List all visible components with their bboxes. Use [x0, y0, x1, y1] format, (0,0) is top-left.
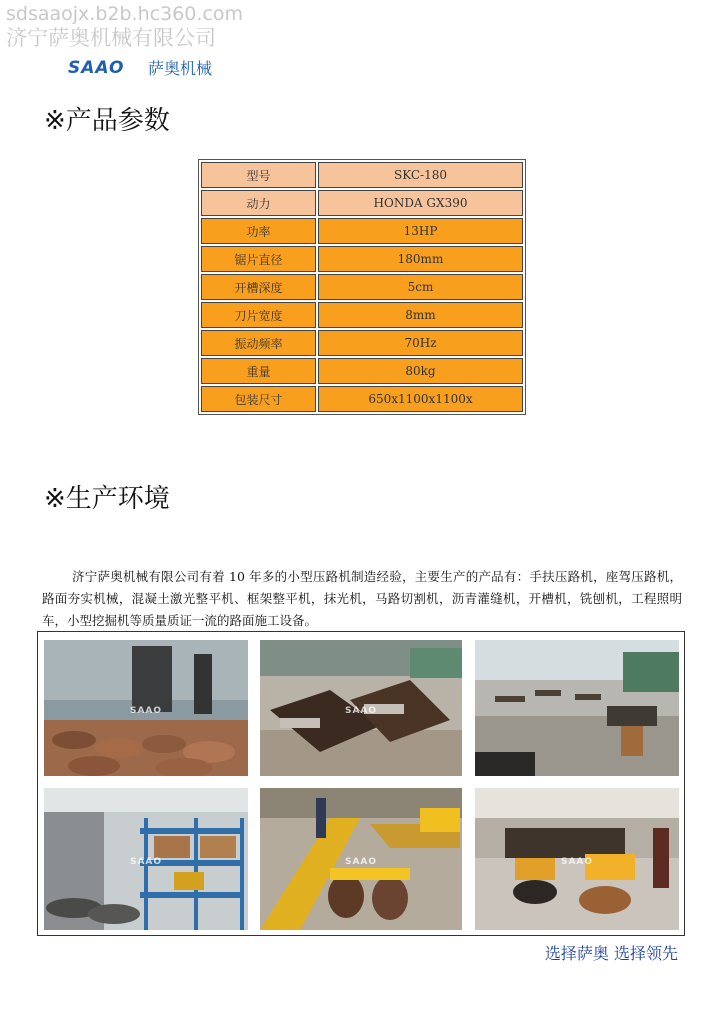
- photo-watermark: SAAO: [560, 856, 594, 867]
- slogan: 选择萨奥 选择领先: [544, 944, 678, 963]
- spec-row: [201, 218, 523, 244]
- spec-value: 13HP: [318, 218, 523, 244]
- svg-text:SAAO: SAAO: [68, 58, 125, 76]
- spec-label: 振动频率: [201, 330, 316, 356]
- spec-value: 650x1100x1100x: [318, 386, 523, 412]
- spec-label: 型号: [201, 162, 316, 188]
- spec-value: 8mm: [318, 302, 523, 328]
- spec-row: [201, 302, 523, 328]
- spec-label: 开槽深度: [201, 274, 316, 300]
- spec-row: [201, 358, 523, 384]
- spec-label: 功率: [201, 218, 316, 244]
- spec-label: 刀片宽度: [201, 302, 316, 328]
- brand-logo: [68, 56, 212, 78]
- spec-label: 重量: [201, 358, 316, 384]
- spec-row: [201, 162, 523, 188]
- photo-watermark: SAAO: [129, 705, 163, 716]
- watermark: [6, 2, 243, 50]
- factory-photo-3: [475, 640, 679, 776]
- factory-photo-6: [475, 788, 679, 930]
- brand-name: 萨奥机械: [148, 58, 213, 78]
- spec-row: [201, 386, 523, 412]
- factory-photo-5: [260, 788, 462, 930]
- spec-row: [201, 330, 523, 356]
- factory-photo-1: [44, 640, 248, 776]
- spec-value: SKC-180: [318, 162, 523, 188]
- spec-value: 80kg: [318, 358, 523, 384]
- spec-row: [201, 274, 523, 300]
- spec-label: 包装尺寸: [201, 386, 316, 412]
- spec-value: 180mm: [318, 246, 523, 272]
- photo-watermark: SAAO: [129, 856, 163, 867]
- spec-value: 70Hz: [318, 330, 523, 356]
- spec-row: [201, 246, 523, 272]
- photo-watermark: SAAO: [344, 856, 378, 867]
- section-title-environment: ※生产环境: [44, 484, 170, 514]
- spec-label: 锯片直径: [201, 246, 316, 272]
- factory-photo-2: [260, 640, 462, 776]
- spec-value: 5cm: [318, 274, 523, 300]
- spec-table: [198, 159, 526, 415]
- watermark-url: sdsaaojx.b2b.hc360.com: [6, 3, 243, 25]
- factory-photo-4: [44, 788, 248, 930]
- company-intro: 济宁萨奥机械有限公司有着 10 年多的小型压路机制造经验，主要生产的产品有：手扶压路机，座驾压路机，路面夯实机械，混凝土激光整平机、框架整平机，抹光机，马路切割机，沥青灌缝机，开槽机，铣刨机，工程照明车，小型挖掘机等质量质证一流的路面施工设备。: [42, 568, 682, 628]
- section-title-params: ※产品参数: [44, 106, 170, 136]
- factory-photo-gallery: [37, 631, 685, 936]
- watermark-company: 济宁萨奥机械有限公司: [6, 26, 216, 50]
- spec-label: 动力: [201, 190, 316, 216]
- spec-row: [201, 190, 523, 216]
- photo-watermark: SAAO: [344, 705, 378, 716]
- saao-logo-mark: [68, 58, 142, 76]
- spec-value: HONDA GX390: [318, 190, 523, 216]
